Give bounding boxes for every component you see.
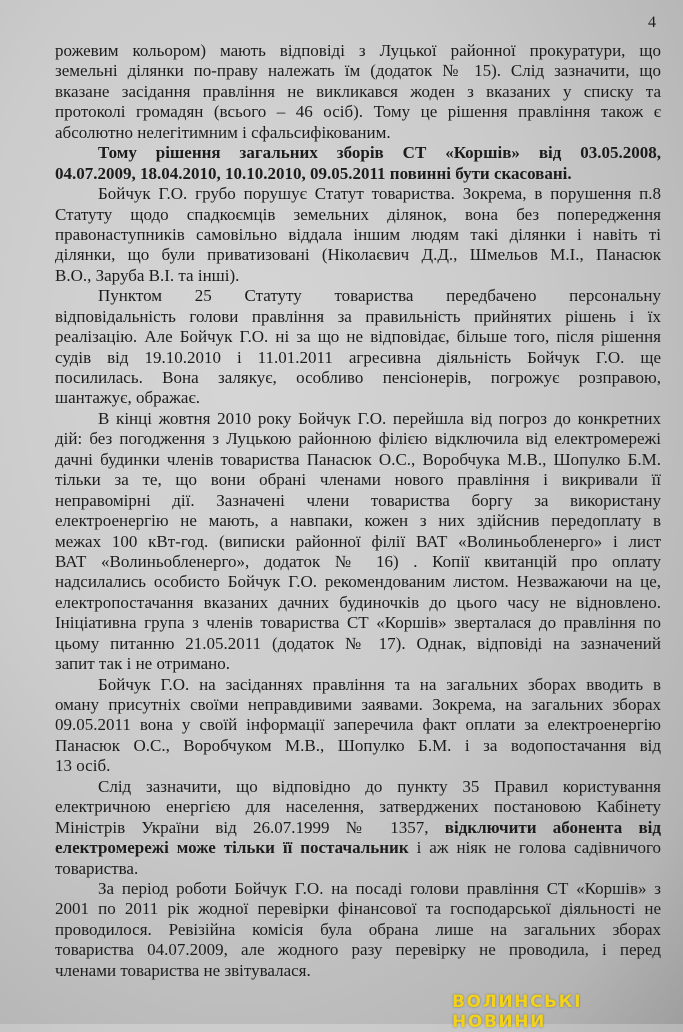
text-segment: абсолютно нелегітимним і сфальсифікованим. [55, 122, 391, 142]
text-segment: дачні будинки членів товариства Панасюк О.С., Воробчука М.В., Шопулко Б.М. [55, 449, 661, 469]
paragraph [55, 143, 661, 184]
text-line [55, 961, 661, 981]
text-segment: цьому питанню 21.05.2011 (додаток № 17). Однак, відповіді на зазначений [55, 633, 661, 653]
bold-text: відключити абонента від [444, 817, 661, 837]
text-line [55, 245, 661, 265]
text-line [55, 348, 661, 368]
paragraph [55, 675, 661, 777]
text-segment: товариства. [55, 858, 139, 878]
text-line [55, 41, 661, 61]
text-line [55, 286, 661, 306]
text-line [55, 859, 661, 879]
text-line [55, 715, 661, 735]
text-segment: вказане засідання правління не викликався жоден з вказаних у списку та [55, 81, 661, 101]
text-line [55, 532, 661, 552]
paragraph [55, 286, 661, 409]
text-segment: неправомірні дії. Зазначені члени товариства боргу за використану [55, 490, 661, 510]
text-line [55, 368, 661, 388]
text-line [55, 613, 661, 633]
text-line [55, 675, 661, 695]
text-segment: ділянки, що були приватизовані (Ніколаєвич Д.Д., Шмельов М.І., Панасюк [55, 245, 661, 265]
text-line [55, 102, 661, 122]
text-line [55, 82, 661, 102]
text-line [55, 634, 661, 654]
text-line [55, 756, 661, 776]
text-line [55, 164, 661, 184]
text-segment: Міністрів України від 26.07.1999 № 1357, [55, 817, 445, 837]
text-line [55, 838, 661, 858]
document-body [55, 41, 661, 981]
paragraph [55, 879, 661, 981]
text-segment: правонаступників самовільно віддала іншим людям такі ділянки і навіть ті [55, 224, 661, 244]
text-line [55, 429, 661, 449]
text-segment: проводилося. Ревізійна комісія була обрана лише на загальних зборах [55, 919, 661, 939]
text-segment: судів від 19.10.2010 і 11.01.2011 агресивна діяльність Бойчук Г.О. ще [55, 347, 661, 367]
text-segment: ВАТ «Волиньобленерго», додаток № 16) . Копії квитанцій про оплату [55, 551, 661, 571]
text-segment: протоколі громадян (всього – 46 осіб). Тому це рішення правління також є [55, 102, 661, 122]
watermark-logo: ВОЛИНСЬКІ НОВИНИ [452, 992, 583, 1032]
paragraph [55, 184, 661, 286]
text-segment: Панасюк О.С., Воробчуком М.В., Шопулко Б.М. і за водопостачання від [55, 735, 661, 755]
bold-text: Тому рішення загальних зборів СТ «Коршів» від 03.05.2008, [98, 143, 661, 163]
text-line [55, 552, 661, 572]
text-segment: дій: без погодження з Луцькою районною філією відключила від електромережі [55, 429, 661, 449]
text-segment: Слід зазначити, що відповідно до пункту 35 Правил користування [98, 776, 661, 796]
text-line [55, 940, 661, 960]
text-line [55, 797, 661, 817]
paragraph [55, 41, 661, 143]
text-segment: За період роботи Бойчук Г.О. на посаді голови правління СТ «Коршів» з [98, 878, 661, 898]
text-segment: електричною енергією для населення, затверджених постановою Кабінету [55, 797, 661, 817]
text-segment: Пунктом 25 Статуту товариства передбачено персональну [98, 286, 661, 306]
text-line [55, 736, 661, 756]
text-line [55, 777, 661, 797]
text-line [55, 572, 661, 592]
text-segment: В кінці жовтня 2010 року Бойчук Г.О. перейшла від погроз до конкретних [98, 408, 661, 428]
text-segment: надсилались особисто Бойчук Г.О. рекомендованим листом. Незважаючи на це, [55, 572, 661, 592]
page-number: 4 [648, 14, 656, 31]
text-line [55, 205, 661, 225]
text-line [55, 409, 661, 429]
paragraph [55, 409, 661, 675]
text-segment: електроенергію не мають, а навпаки, кожен з них здійснив передоплату в [55, 511, 661, 531]
text-line [55, 695, 661, 715]
text-line [55, 266, 661, 286]
text-segment: Бойчук Г.О. на засіданнях правління та на загальних зборах вводить в [98, 674, 661, 694]
text-line [55, 307, 661, 327]
paragraph [55, 777, 661, 879]
text-segment: Ініціативна група з членів товариства СТ «Коршів» зверталася до правління по [55, 613, 661, 633]
text-line [55, 491, 661, 511]
text-segment: реалізацію. Але Бойчук Г.О. ні за що не відповідає, більше того, після рішення [55, 327, 661, 347]
text-segment: 13 осіб. [55, 756, 111, 776]
bold-text: електромережі може тільки її постачальник [55, 838, 409, 858]
text-segment: В.О., Заруба В.І. та інші). [55, 265, 240, 285]
text-segment: тільки за те, що вони обрані членами нового правління і викривали її [55, 470, 661, 490]
text-line [55, 511, 661, 531]
text-line [55, 654, 661, 674]
text-line [55, 61, 661, 81]
text-line [55, 920, 661, 940]
text-line [55, 388, 661, 408]
text-segment: посилилась. Вона залякує, особливо пенсіонерів, погрожує розправою, [55, 368, 661, 387]
text-segment: членами товариства не звітувалася. [55, 960, 311, 980]
text-segment: електропостачання вказаних дачних будиночків до цього часу не відновлено. [55, 592, 661, 612]
text-segment: Статуту щодо спадкоємців земельних ділянок, вона без попередження [55, 204, 661, 224]
text-line [55, 123, 661, 143]
text-segment: відповідальність голови правління за правильність прийнятих рішень і їх [55, 306, 661, 326]
bold-text: 04.07.2009, 18.04.2010, 10.10.2010, 09.05.2011 повинні бути скасовані. [55, 163, 572, 183]
text-segment: оману присутніх своїми неправдивими заявами. Зокрема, на загальних зборах [55, 695, 661, 714]
text-line [55, 470, 661, 490]
text-line [55, 450, 661, 470]
text-line [55, 899, 661, 919]
text-line [55, 184, 661, 204]
text-line [55, 593, 661, 613]
text-segment: запит так і не отримано. [55, 654, 231, 674]
text-segment: 2001 по 2011 рік жодної перевірки фінансової та господарської діяльності не [55, 899, 661, 919]
text-line [55, 879, 661, 899]
text-segment: межах 100 кВт-год. (виписки районної філії ВАТ «Волиньобленерго» і лист [55, 531, 661, 551]
text-segment: шантажує, ображає. [55, 388, 200, 408]
text-segment: товариства 04.07.2009, але жодного разу перевірку не проводила, і перед [55, 940, 661, 960]
text-segment: рожевим кольором) мають відповіді з Луцької районної прокуратури, що [55, 41, 661, 60]
text-segment: земельні ділянки по-праву належать їм (додаток № 15). Слід зазначити, що [55, 61, 661, 81]
text-segment: Бойчук Г.О. грубо порушує Статут товариства. Зокрема, в порушення п.8 [98, 184, 661, 204]
text-line [55, 818, 661, 838]
text-line [55, 327, 661, 347]
text-line [55, 225, 661, 245]
text-segment: і аж ніяк не голова садівничого [408, 838, 661, 858]
text-segment: 09.05.2011 вона у своїй інформації заперечила факт оплати за електроенергію [55, 715, 661, 735]
text-line [55, 143, 661, 163]
